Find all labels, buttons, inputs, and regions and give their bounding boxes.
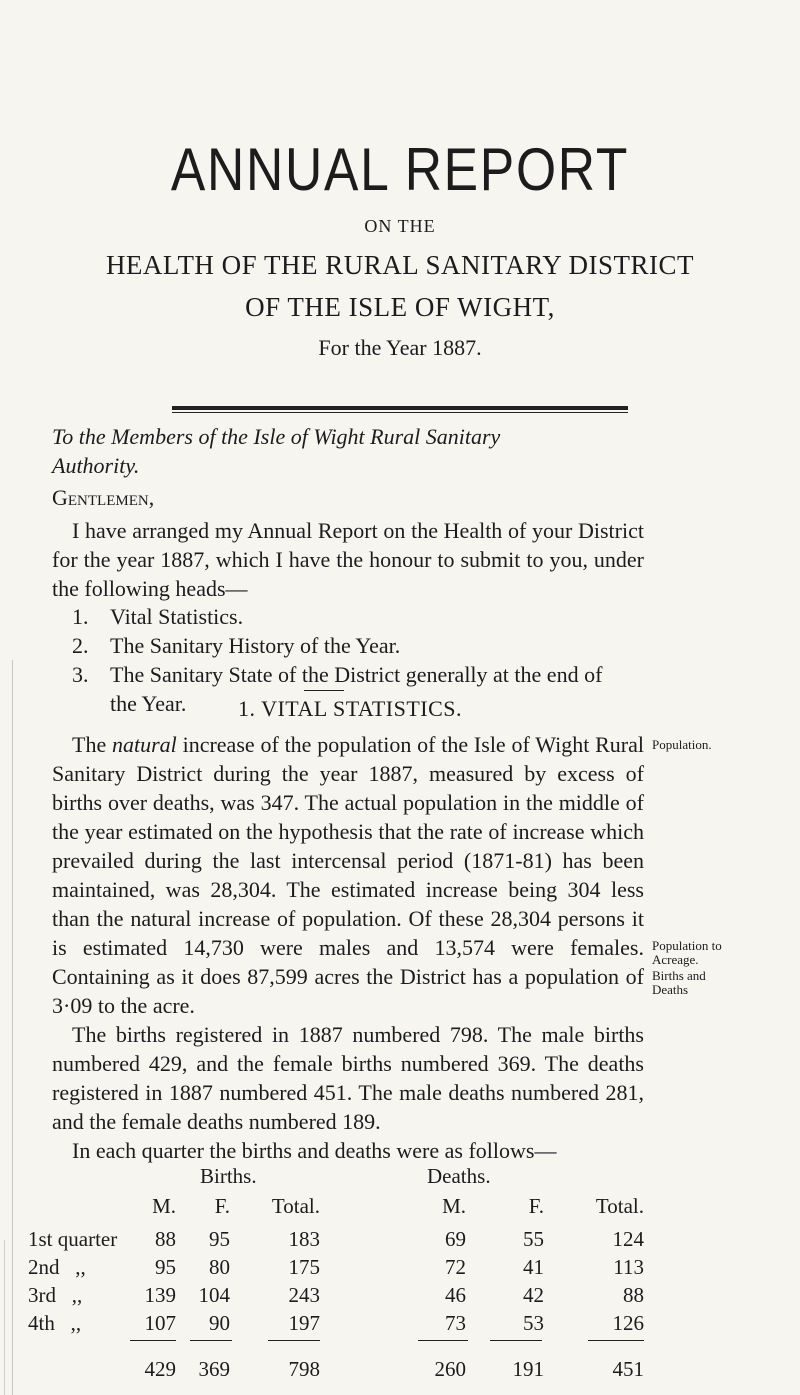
deaths-total: 126 xyxy=(612,1311,644,1335)
row-label: 4th ,, xyxy=(28,1311,82,1335)
margin-note-population: Population. xyxy=(652,737,712,752)
on-the-label: ON THE xyxy=(364,216,436,236)
total-deaths-m: 260 xyxy=(434,1357,466,1381)
total-deaths-f: 191 xyxy=(512,1357,544,1381)
report-title: ANNUAL REPORT xyxy=(170,136,630,203)
deaths-f: 55 xyxy=(523,1227,544,1251)
row-label: 2nd ,, xyxy=(28,1255,86,1279)
head-number: 1. xyxy=(72,604,89,629)
total-births-f: 369 xyxy=(198,1357,230,1381)
p1-the: The xyxy=(72,732,107,757)
deaths-f: 42 xyxy=(523,1283,544,1307)
births-f: 95 xyxy=(209,1227,230,1251)
addressee-line1: To the Members of the Isle of Wight Rural Sanitary xyxy=(52,424,501,449)
col-header-births-total: Total. xyxy=(271,1194,320,1218)
births-group-header: Births. xyxy=(200,1164,257,1188)
births-m: 88 xyxy=(155,1227,176,1251)
births-deaths-paragraph: The births registered in 1887 numbered 798. The male births numbered 429, and the female births numbered 369. The deaths registered in 1887 numbered 451. The male deaths numbered 281, and the female deaths numbered 189. xyxy=(52,1022,644,1134)
births-m: 95 xyxy=(155,1255,176,1279)
births-m: 139 xyxy=(144,1283,176,1307)
births-total: 175 xyxy=(288,1255,320,1279)
p1-natural: natural xyxy=(112,732,177,757)
intro-paragraph: I have arranged my Annual Report on the Health of your District for the year 1887, which I have the honour to submit to you, under the following heads— xyxy=(52,518,644,601)
salutation: Gentlemen, xyxy=(52,485,155,510)
row-label: 1st quarter xyxy=(28,1227,118,1251)
total-deaths-total: 451 xyxy=(612,1357,644,1381)
births-m: 107 xyxy=(144,1311,176,1335)
births-total: 197 xyxy=(288,1311,320,1335)
year-line: For the Year 1887. xyxy=(318,335,482,360)
district-title-line2: OF THE ISLE OF WIGHT, xyxy=(245,292,555,322)
margin-note-births-1: Births and xyxy=(652,968,706,983)
deaths-total: 88 xyxy=(623,1283,644,1307)
sum-rule xyxy=(588,1340,644,1341)
sum-rule xyxy=(190,1340,232,1341)
deaths-f: 41 xyxy=(523,1255,544,1279)
births-total: 243 xyxy=(288,1283,320,1307)
deaths-m: 46 xyxy=(445,1283,466,1307)
head-number: 2. xyxy=(72,633,89,658)
section-heading: 1. VITAL STATISTICS. xyxy=(237,696,463,721)
col-header-deaths-f: F. xyxy=(528,1194,544,1218)
row-label: 3rd ,, xyxy=(28,1283,83,1307)
head-text: Vital Statistics. xyxy=(110,604,244,629)
head-text: The Sanitary State of the District generally at the end of the Year. xyxy=(110,662,603,716)
col-header-births-m: M. xyxy=(152,1194,176,1218)
p1-rest: increase of the population of the Isle of Wight Rural Sanitary District during the year 1887, measured by excess of births over deaths, was 347. The actual population in the middle of the year estimated on the hypothesis that the rate of increase which prevailed during the last intercensal period (1871-81) has been maintained, was 28,304. The estimated increase being 304 less than the natural increase of population. Of these 28,304 persons it is estimated 14,730 were males and 13,574 were females. Containing as it does 87,599 acres the District has a population of 3·09 to the acre. xyxy=(52,732,644,1018)
sum-rule xyxy=(490,1340,542,1341)
deaths-f: 53 xyxy=(523,1311,544,1335)
deaths-total: 113 xyxy=(613,1255,644,1279)
sum-rule xyxy=(130,1340,176,1341)
margin-note-births-2: Deaths xyxy=(652,982,689,997)
births-f: 80 xyxy=(209,1255,230,1279)
deaths-m: 69 xyxy=(445,1227,466,1251)
col-header-deaths-m: M. xyxy=(442,1194,466,1218)
head-number: 3. xyxy=(72,662,89,687)
deaths-m: 72 xyxy=(445,1255,466,1279)
sum-rule xyxy=(268,1340,320,1341)
district-title-line1: HEALTH OF THE RURAL SANITARY DISTRICT xyxy=(105,250,695,280)
quarter-intro: In each quarter the births and deaths were as follows— xyxy=(72,1138,557,1163)
deaths-group-header: Deaths. xyxy=(427,1164,491,1188)
sum-rule xyxy=(418,1340,468,1341)
col-header-deaths-total: Total. xyxy=(595,1194,644,1218)
births-f: 104 xyxy=(198,1283,230,1307)
deaths-m: 73 xyxy=(445,1311,466,1335)
total-births-m: 429 xyxy=(144,1357,176,1381)
margin-note-acreage-2: Acreage. xyxy=(652,952,699,967)
addressee-line2: Authority. xyxy=(52,453,140,478)
col-header-births-f: F. xyxy=(214,1194,230,1218)
deaths-total: 124 xyxy=(612,1227,644,1251)
total-births-total: 798 xyxy=(288,1357,320,1381)
births-f: 90 xyxy=(209,1311,230,1335)
head-text: The Sanitary History of the Year. xyxy=(110,633,401,658)
births-total: 183 xyxy=(288,1227,320,1251)
margin-note-acreage-1: Population to xyxy=(652,938,722,953)
